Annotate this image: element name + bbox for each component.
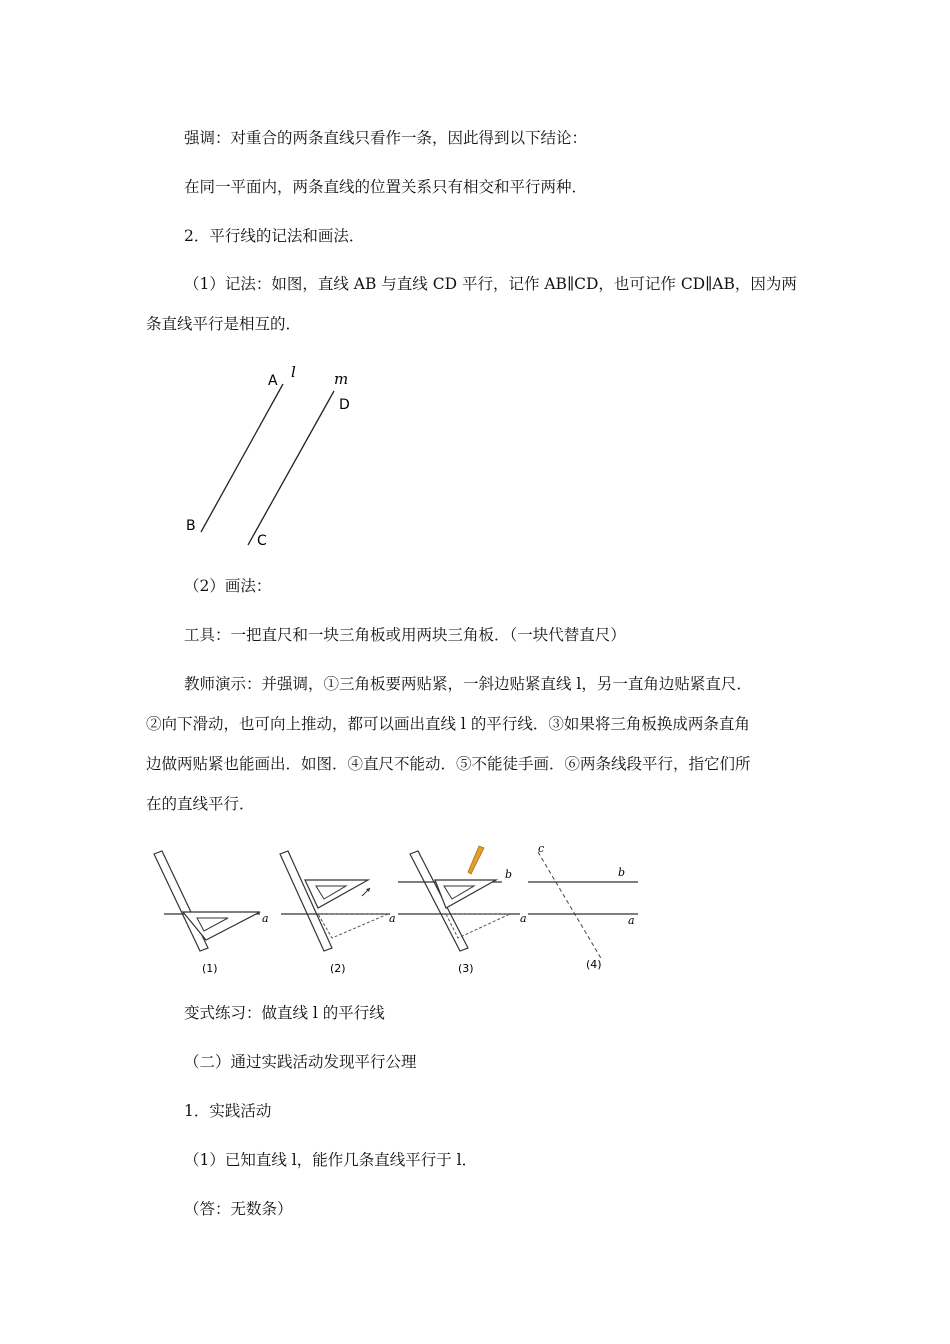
section-heading-parallel-axiom: （二）通过实践活动发现平行公理 xyxy=(184,1053,417,1071)
step-4-panel xyxy=(528,842,638,971)
section-heading-notation: 2．平行线的记法和画法． xyxy=(184,227,365,245)
parallel-lines-figure xyxy=(180,362,360,554)
drawing-steps-figure xyxy=(140,838,650,980)
caption-3: (3) xyxy=(458,962,474,975)
pencil-icon xyxy=(468,846,484,874)
paragraph-question: （1）已知直线 l，能作几条直线平行于 l． xyxy=(184,1151,478,1169)
line-c-label-4: c xyxy=(538,842,545,855)
paragraph-demo-line1: 教师演示：并强调，①三角板要两贴紧，一斜边贴紧直线 l，另一直角边贴紧直尺． xyxy=(184,675,752,693)
label-l: l xyxy=(291,363,296,381)
paragraph-demo-line2: ②向下滑动，也可向上推动，都可以画出直线 l 的平行线．③如果将三角板换成两条直角 xyxy=(146,715,750,733)
label-b: B xyxy=(186,518,196,534)
paragraph-variant-exercise: 变式练习：做直线 l 的平行线 xyxy=(184,1004,385,1022)
paragraph-drawing-method: （2）画法： xyxy=(184,577,272,595)
line-a-label-4: a xyxy=(628,914,635,927)
line-b-label-3: b xyxy=(505,868,513,881)
line-a-label-2: a xyxy=(389,912,396,925)
label-m: m xyxy=(334,370,349,388)
step-1-panel xyxy=(154,851,269,975)
label-a: A xyxy=(268,373,278,389)
line-cd xyxy=(248,391,334,545)
paragraph-tools: 工具：一把直尺和一块三角板或用两块三角板．（一块代替直尺） xyxy=(184,626,626,644)
line-a-label-1: a xyxy=(262,912,269,925)
paragraph-answer: （答：无数条） xyxy=(184,1200,293,1218)
section-heading-practice: 1．实践活动 xyxy=(184,1102,272,1120)
caption-2: (2) xyxy=(330,962,346,975)
caption-4: (4) xyxy=(586,958,602,971)
paragraph-notation-line2: 条直线平行是相互的． xyxy=(146,315,302,333)
caption-1: (1) xyxy=(202,962,218,975)
paragraph-demo-line3: 边做两贴紧也能画出．如图．④直尺不能动．⑤不能徒手画．⑥两条线段平行，指它们所 xyxy=(146,755,751,773)
step-2-panel xyxy=(280,851,396,975)
paragraph-demo-line4: 在的直线平行． xyxy=(146,795,255,813)
paragraph-conclusion: 在同一平面内，两条直线的位置关系只有相交和平行两种． xyxy=(184,178,588,196)
step-3-panel xyxy=(398,846,527,975)
label-c: C xyxy=(257,533,267,549)
line-a-label-3: a xyxy=(520,912,527,925)
paragraph-notation-line1: （1）记法：如图，直线 AB 与直线 CD 平行，记作 AB∥CD，也可记作 CD∥AB，因为两 xyxy=(184,275,797,293)
label-d: D xyxy=(339,397,350,413)
line-ab xyxy=(201,384,283,532)
paragraph-emphasis: 强调：对重合的两条直线只看作一条，因此得到以下结论： xyxy=(184,129,588,147)
line-b-label-4: b xyxy=(618,866,626,879)
